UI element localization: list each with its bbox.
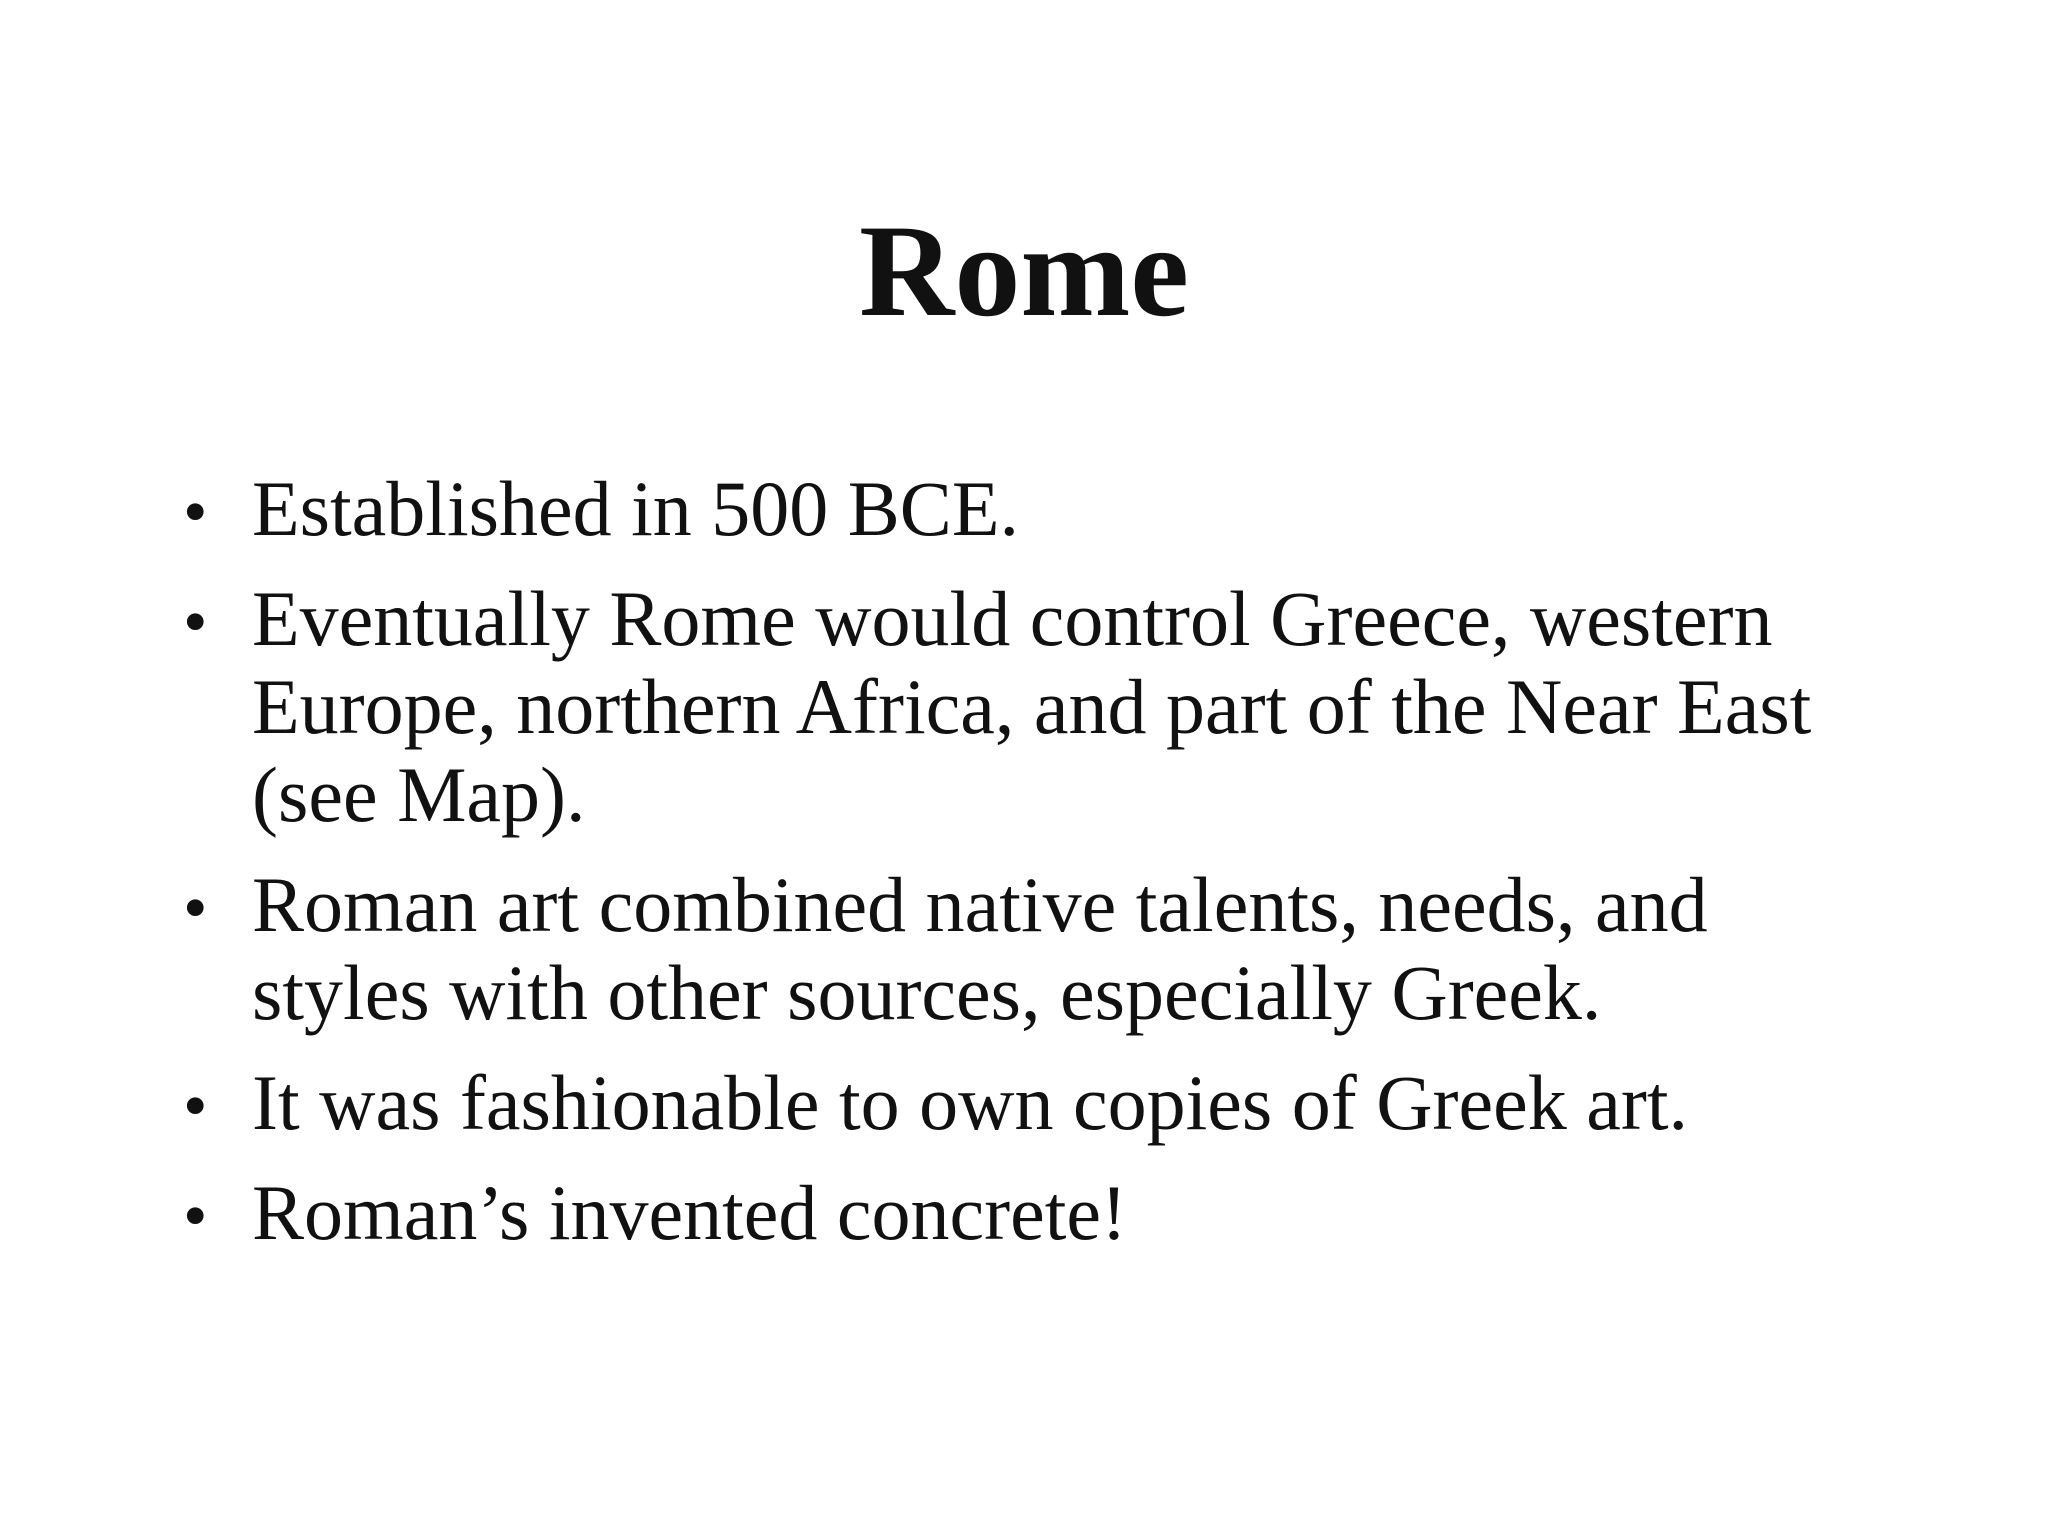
bullet-dot-icon: • (183, 1068, 208, 1145)
bullet-text: Established in 500 BCE. (252, 465, 1019, 552)
slide-title: Rome (859, 197, 1189, 344)
bullet-text: Roman art combined native talents, needs, and styles with other sources, especially Greek. (252, 861, 1708, 1036)
bullet-item (0, 1059, 2048, 1147)
bullet-item (0, 1169, 2048, 1257)
bullet-item (0, 465, 2048, 553)
bullet-dot-icon: • (183, 584, 208, 661)
bullet-text: It was fashionable to own copies of Greek art. (252, 1059, 1689, 1146)
bullet-text: Roman’s invented concrete! (252, 1169, 1128, 1256)
bullet-item (0, 575, 2048, 839)
bullet-text: Eventually Rome would control Greece, western Europe, northern Africa, and part of the Near East (see Map). (252, 575, 1812, 838)
bullet-dot-icon: • (183, 474, 208, 551)
bullet-list (0, 465, 2048, 1279)
bullet-dot-icon: • (183, 870, 208, 947)
bullet-dot-icon: • (183, 1178, 208, 1255)
bullet-item (0, 861, 2048, 1037)
